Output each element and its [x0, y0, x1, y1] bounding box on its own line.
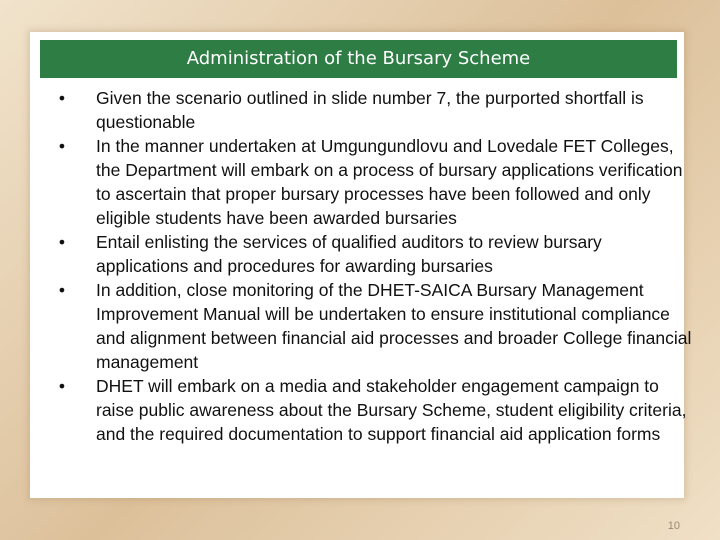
bullet-list [54, 86, 694, 446]
page-number: 10 [667, 520, 680, 532]
content-panel [30, 32, 692, 498]
bullet-item [54, 230, 694, 278]
bullet-icon: • [58, 376, 66, 396]
bullet-text: Entail enlisting the services of qualified auditors to review bursary applications and procedures for awarding bursaries [96, 232, 602, 276]
bullet-icon: • [58, 280, 66, 300]
bullet-icon: • [58, 88, 66, 108]
bullet-icon: • [58, 232, 66, 252]
bullet-item [54, 86, 694, 134]
bullet-text: Given the scenario outlined in slide number 7, the purported shortfall is questionable [96, 88, 644, 132]
bullet-text: DHET will embark on a media and stakeholder engagement campaign to raise public awareness about the Bursary Scheme, student eligibility criteria, and the required documentation to support financial aid application forms [96, 376, 687, 444]
bullet-item [54, 374, 694, 446]
bullet-item [54, 278, 694, 374]
slide-title: Administration of the Bursary Scheme [40, 40, 677, 78]
bullet-text: In the manner undertaken at Umgungundlovu and Lovedale FET Colleges, the Department will embark on a process of bursary applications verification to ascertain that proper bursary processes have been followed and only eligible students have been awarded bursaries [96, 136, 683, 228]
bullet-icon: • [58, 136, 66, 156]
bullet-item [54, 134, 694, 230]
bullet-text: In addition, close monitoring of the DHET-SAICA Bursary Management Improvement Manual will be undertaken to ensure institutional compliance and alignment between financial aid processes and broader College financial management [96, 280, 692, 372]
